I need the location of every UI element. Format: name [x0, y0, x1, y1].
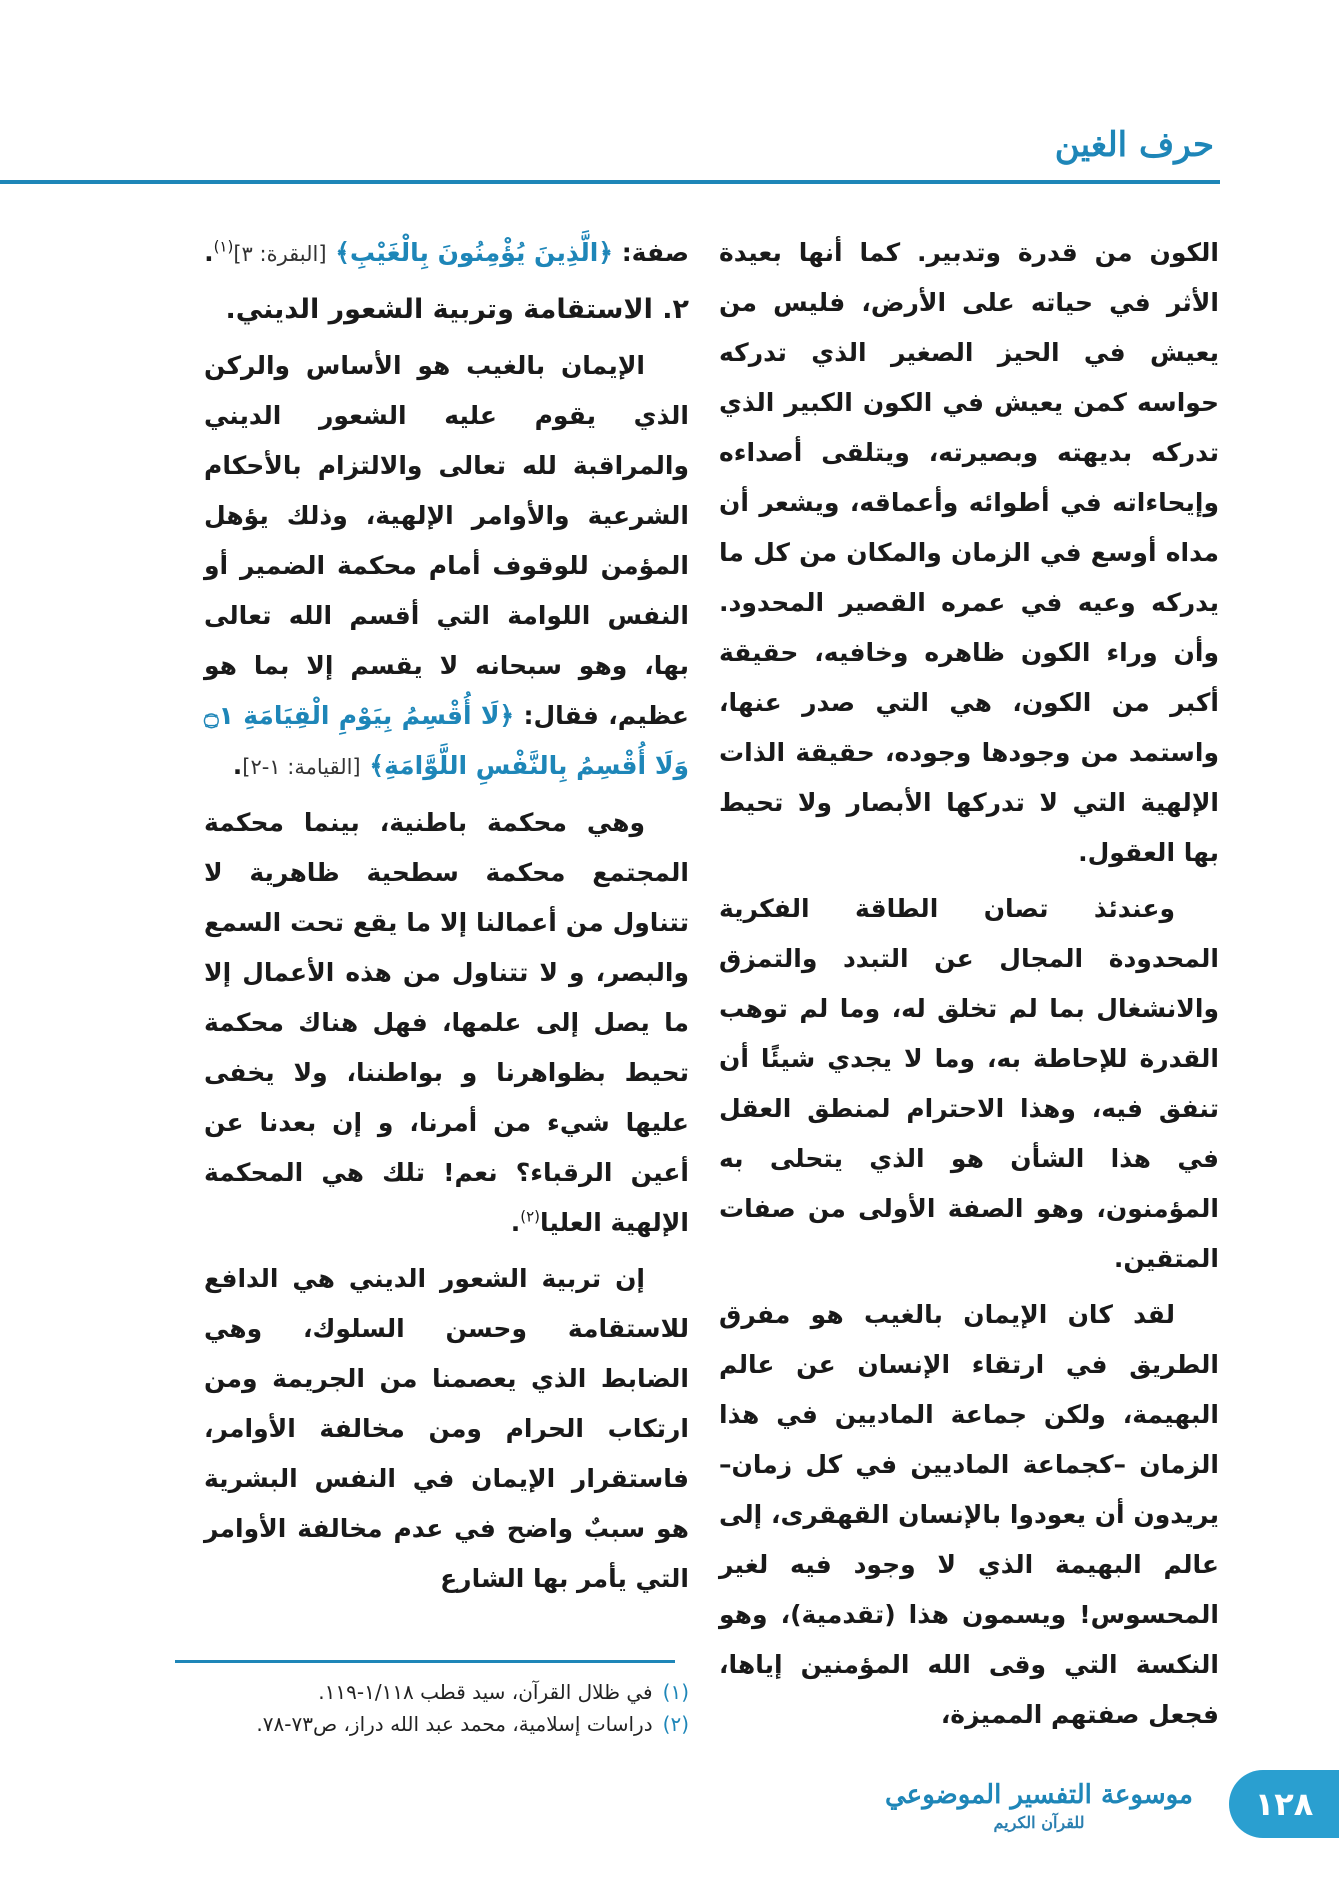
verse-reference: [البقرة: ٣] — [233, 242, 327, 266]
footnote-text: دراسات إسلامية، محمد عبد الله دراز، ص٧٣-٧٨. — [256, 1712, 653, 1736]
text-run: الإيمان بالغيب هو الأساس والركن الذي يقوم عليه الشعور الديني والمراقبة لله تعالى والالتزام بالأحكام الشرعية والأوامر الإلهية، وذلك يؤهل المؤمن للوقوف أمام محكمة الضمير أو النفس اللوامة التي أقسم الله تعالى بها، وهو سبحانه لا يقسم إلا بما هو عظيم، فقال: — [204, 351, 689, 730]
section-title: حرف الغين — [1054, 125, 1214, 165]
paragraph: لقد كان الإيمان بالغيب هو مفرق الطريق في ارتقاء الإنسان عن عالم البهيمة، ولكن جماعة الماديين في هذا الزمان –كجماعة الماديين في كل زمان– يريدون أن يعودوا بالإنسان القهقرى، إلى عالم البهيمة الذي لا وجود فيه لغير المحسوس! ويسمون هذا (تقدمية)، وهو النكسة التي وقى الله المؤمنين إياها، فجعل صفتهم المميزة، — [719, 1300, 1219, 1729]
footnote-divider — [175, 1660, 675, 1663]
paragraph: وعندئذ تصان الطاقة الفكرية المحدودة المجال عن التبدد والتمزق والانشغال بما لم تخلق له، وما لم توهب القدرة للإحاطة به، وما لا يجدي شيئًا أن تنفق فيه، وهذا الاحترام لمنطق العقل في هذا الشأن هو الذي يتحلى به المؤمنون، وهو الصفة الأولى من صفات المتقين. — [719, 894, 1219, 1273]
footnote-marker: (١) — [213, 237, 234, 256]
text-run: وهي محكمة باطنية، بينما محكمة المجتمع محكمة سطحية ظاهرية لا تتناول من أعمالنا إلا ما يقع تحت السمع والبصر، و لا تتناول من هذه الأعمال إلا ما يصل إلى علمها، فهل هناك محكمة تحيط بظواهرنا و بواطننا، ولا يخفى عليها شيء من أمرنا، و إن بعدنا عن أعين الرقباء؟ نعم! تلك هي المحكمة الإلهية العليا — [204, 808, 689, 1237]
paragraph — [204, 798, 689, 1248]
paragraph — [204, 228, 689, 279]
text-run: . — [232, 751, 243, 780]
text-run: صفة: — [621, 238, 689, 267]
footnote-item — [204, 1708, 689, 1740]
footnote-text: في ظلال القرآن، سيد قطب ١/١١٨-١١٩. — [318, 1680, 653, 1704]
footnotes — [204, 1676, 689, 1740]
text-run: . — [510, 1208, 521, 1237]
footnote-number: (١) — [662, 1680, 689, 1704]
page-number: ١٢٨ — [1229, 1770, 1339, 1838]
text-run: . — [204, 238, 214, 267]
left-column — [204, 228, 689, 1610]
footnote-marker: (٢) — [520, 1207, 540, 1226]
quran-verse: ﴿لَا أُقْسِمُ بِيَوْمِ الْقِيَامَةِ ۝١ وَلَا أُقْسِمُ بِالنَّفْسِ اللَّوَّامَةِ﴾ — [204, 701, 689, 780]
verse-reference: [القيامة: ١-٢] — [242, 755, 361, 779]
header-divider — [0, 180, 1220, 184]
right-column — [719, 228, 1219, 1746]
paragraph: إن تربية الشعور الديني هي الدافع للاستقامة وحسن السلوك، وهي الضابط الذي يعصمنا من الجريمة ومن ارتكاب الحرام ومن مخالفة الأوامر، فاستقرار الإيمان في النفس البشرية هو سببٌ واضح في عدم مخالفة الأوامر التي يأمر بها الشارع — [204, 1264, 689, 1593]
quran-verse: ﴿الَّذِينَ يُؤْمِنُونَ بِالْغَيْبِ﴾ — [335, 238, 613, 267]
section-heading: ٢. الاستقامة وتربية الشعور الديني. — [225, 294, 689, 325]
paragraph: الكون من قدرة وتدبير. كما أنها بعيدة الأثر في حياته على الأرض، فليس من يعيش في الحيز الصغير الذي تدركه حواسه كمن يعيش في الكون الكبير الذي تدركه بديهته وبصيرته، ويتلقى أصداءه وإيحاءاته في أطوائه وأعماقه، ويشعر أن مداه أوسع في الزمان والمكان من كل ما يدركه وعيه في عمره القصير المحدود. وأن وراء الكون ظاهره وخافيه، حقيقة أكبر من الكون، هي التي صدر عنها، واستمد من وجودها وجوده، حقيقة الذات الإلهية التي لا تدركها الأبصار ولا تحيط بها العقول. — [719, 238, 1219, 867]
footnote-number: (٢) — [662, 1712, 689, 1736]
paragraph — [204, 341, 689, 792]
logo-title: موسوعة التفسير الموضوعي — [885, 1780, 1193, 1810]
encyclopedia-logo — [879, 1764, 1199, 1848]
footnote-item — [204, 1676, 689, 1708]
logo-subtitle: للقرآن الكريم — [993, 1813, 1085, 1832]
